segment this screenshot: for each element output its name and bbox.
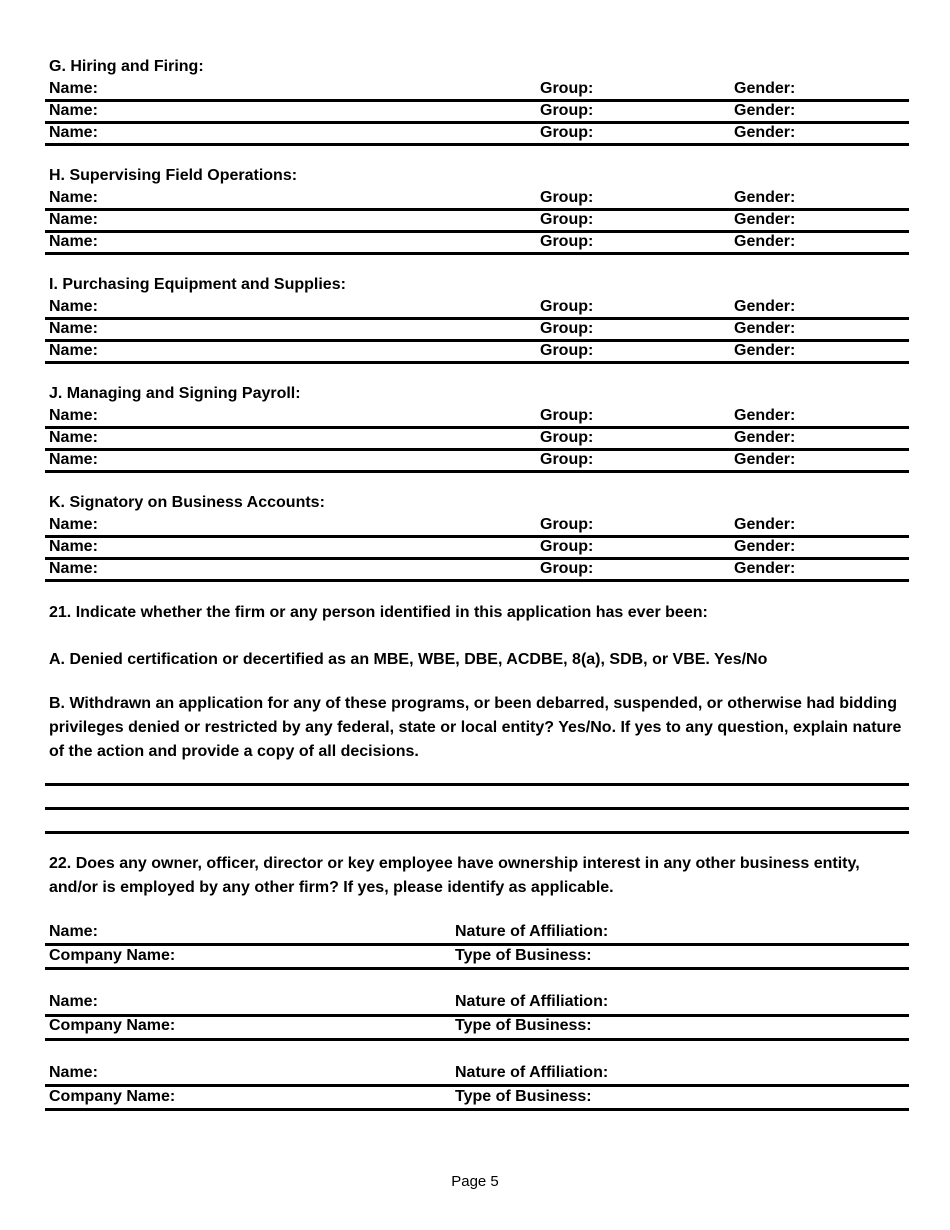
group-label: Group: xyxy=(540,320,594,337)
group-label: Group: xyxy=(540,102,594,119)
name-label: Name: xyxy=(49,516,98,533)
name-label: Name: xyxy=(49,233,98,250)
field-line[interactable] xyxy=(45,557,909,560)
name-label: Name: xyxy=(49,538,98,555)
name-label: Name: xyxy=(49,80,98,97)
affiliation-row xyxy=(49,920,909,944)
gender-label: Gender: xyxy=(734,516,796,533)
field-line[interactable] xyxy=(45,448,909,451)
gender-label: Gender: xyxy=(734,211,796,228)
affiliation-row xyxy=(49,990,909,1014)
group-label: Group: xyxy=(540,211,594,228)
aff-nature-label: Nature of Affiliation: xyxy=(455,923,609,940)
section-heading: G. Hiring and Firing: xyxy=(49,58,204,75)
person-row xyxy=(49,209,909,231)
field-line[interactable] xyxy=(45,143,909,146)
field-line[interactable] xyxy=(45,99,909,102)
person-row xyxy=(49,231,909,253)
field-line[interactable] xyxy=(45,1038,909,1041)
field-line[interactable] xyxy=(45,361,909,364)
field-line[interactable] xyxy=(45,252,909,255)
gender-label: Gender: xyxy=(734,560,796,577)
q21-part-a: A. Denied certification or decertified as an MBE, WBE, DBE, ACDBE, 8(a), SDB, or VBE. Yes/No xyxy=(49,651,768,668)
section-heading: I. Purchasing Equipment and Supplies: xyxy=(49,276,346,293)
field-line[interactable] xyxy=(45,339,909,342)
gender-label: Gender: xyxy=(734,233,796,250)
name-label: Name: xyxy=(49,298,98,315)
gender-label: Gender: xyxy=(734,407,796,424)
aff-name-label: Name: xyxy=(49,993,98,1010)
name-label: Name: xyxy=(49,451,98,468)
person-row xyxy=(49,427,909,449)
aff-name-label: Name: xyxy=(49,1064,98,1081)
q22-text: 22. Does any owner, officer, director or key employee have ownership interest in any other business entity, and/or is employed by any other firm? If yes, please identify as applicable. xyxy=(49,855,860,896)
gender-label: Gender: xyxy=(734,80,796,97)
group-label: Group: xyxy=(540,189,594,206)
field-line[interactable] xyxy=(45,121,909,124)
field-line[interactable] xyxy=(45,426,909,429)
field-line[interactable] xyxy=(45,230,909,233)
group-label: Group: xyxy=(540,407,594,424)
gender-label: Gender: xyxy=(734,102,796,119)
person-row xyxy=(49,78,909,100)
group-label: Group: xyxy=(540,516,594,533)
field-line[interactable] xyxy=(45,535,909,538)
affiliation-row xyxy=(49,1085,909,1109)
affiliation-row xyxy=(49,1014,909,1038)
group-label: Group: xyxy=(540,298,594,315)
field-line[interactable] xyxy=(45,1108,909,1111)
field-line[interactable] xyxy=(45,967,909,970)
person-row xyxy=(49,536,909,558)
gender-label: Gender: xyxy=(734,298,796,315)
field-line[interactable] xyxy=(45,1014,909,1017)
page-number: Page 5 xyxy=(451,1173,499,1190)
aff-name-label: Name: xyxy=(49,923,98,940)
field-line[interactable] xyxy=(45,1084,909,1087)
person-row xyxy=(49,187,909,209)
name-label: Name: xyxy=(49,342,98,359)
person-row xyxy=(49,558,909,580)
group-label: Group: xyxy=(540,560,594,577)
group-label: Group: xyxy=(540,429,594,446)
field-line[interactable] xyxy=(45,470,909,473)
name-label: Name: xyxy=(49,407,98,424)
person-row xyxy=(49,318,909,340)
section-heading: J. Managing and Signing Payroll: xyxy=(49,385,301,402)
aff-type-label: Type of Business: xyxy=(455,1017,592,1034)
aff-nature-label: Nature of Affiliation: xyxy=(455,993,609,1010)
name-label: Name: xyxy=(49,560,98,577)
aff-company-label: Company Name: xyxy=(49,947,176,964)
section-heading: H. Supervising Field Operations: xyxy=(49,167,298,184)
gender-label: Gender: xyxy=(734,429,796,446)
aff-type-label: Type of Business: xyxy=(455,1088,592,1105)
gender-label: Gender: xyxy=(734,320,796,337)
person-row xyxy=(49,449,909,471)
group-label: Group: xyxy=(540,124,594,141)
aff-company-label: Company Name: xyxy=(49,1017,176,1034)
person-row xyxy=(49,514,909,536)
name-label: Name: xyxy=(49,211,98,228)
aff-company-label: Company Name: xyxy=(49,1088,176,1105)
field-line[interactable] xyxy=(45,208,909,211)
person-row xyxy=(49,340,909,362)
name-label: Name: xyxy=(49,124,98,141)
name-label: Name: xyxy=(49,429,98,446)
q21-part-b: B. Withdrawn an application for any of these programs, or been debarred, suspended, or otherwise had bidding privileges denied or restricted by any federal, state or local entity? Yes/No. If yes to any question, explain nature of the action and provide a copy of all decisions. xyxy=(49,695,902,760)
explanation-line[interactable] xyxy=(45,831,909,834)
person-row xyxy=(49,100,909,122)
gender-label: Gender: xyxy=(734,538,796,555)
q21-intro: 21. Indicate whether the firm or any person identified in this application has ever been: xyxy=(49,604,708,621)
aff-nature-label: Nature of Affiliation: xyxy=(455,1064,609,1081)
person-row xyxy=(49,405,909,427)
gender-label: Gender: xyxy=(734,124,796,141)
group-label: Group: xyxy=(540,342,594,359)
affiliation-row xyxy=(49,1061,909,1085)
explanation-line[interactable] xyxy=(45,807,909,810)
group-label: Group: xyxy=(540,80,594,97)
section-heading: K. Signatory on Business Accounts: xyxy=(49,494,325,511)
group-label: Group: xyxy=(540,538,594,555)
explanation-line[interactable] xyxy=(45,783,909,786)
field-line[interactable] xyxy=(45,317,909,320)
person-row xyxy=(49,296,909,318)
name-label: Name: xyxy=(49,189,98,206)
field-line[interactable] xyxy=(45,579,909,582)
name-label: Name: xyxy=(49,320,98,337)
gender-label: Gender: xyxy=(734,451,796,468)
affiliation-row xyxy=(49,944,909,968)
gender-label: Gender: xyxy=(734,189,796,206)
group-label: Group: xyxy=(540,451,594,468)
aff-type-label: Type of Business: xyxy=(455,947,592,964)
person-row xyxy=(49,122,909,144)
name-label: Name: xyxy=(49,102,98,119)
field-line[interactable] xyxy=(45,943,909,946)
gender-label: Gender: xyxy=(734,342,796,359)
group-label: Group: xyxy=(540,233,594,250)
